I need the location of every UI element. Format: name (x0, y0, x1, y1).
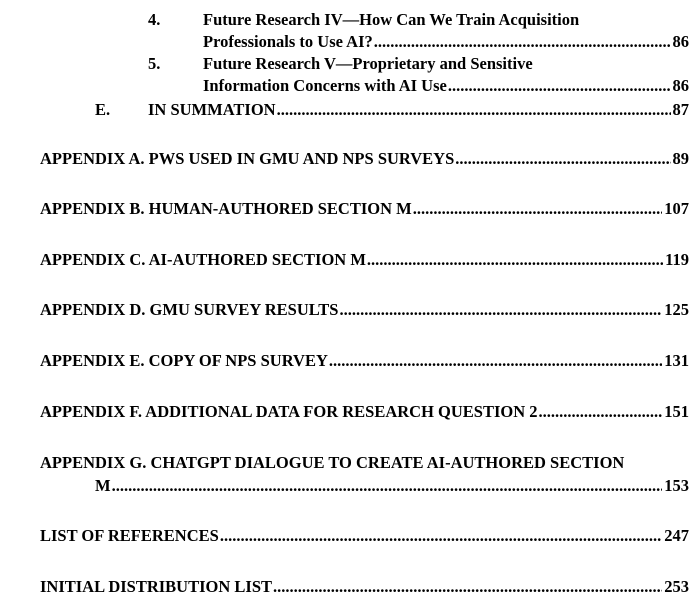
toc-entry-appendix-d[interactable] (40, 300, 689, 320)
toc-page-number: 247 (664, 526, 689, 545)
toc-entry-appendix-a[interactable] (40, 149, 689, 169)
toc-page-number: 131 (664, 351, 689, 370)
toc-entry-in-summation[interactable] (148, 100, 689, 120)
dot-leader (112, 476, 663, 496)
dot-leader (539, 402, 663, 422)
toc-page-number: 89 (672, 149, 689, 168)
toc-page-number: 151 (664, 402, 689, 421)
dot-leader (339, 300, 662, 320)
dot-leader (277, 100, 671, 120)
toc-entry-number: 5. (148, 54, 161, 73)
toc-entry-title-line1: Future Research IV—How Can We Train Acquisition (203, 10, 580, 29)
toc-page-number: 86 (672, 32, 689, 51)
toc-page-number: 253 (664, 577, 689, 596)
toc-entry-number: 4. (148, 10, 161, 29)
toc-entry-title-line1: Future Research V—Proprietary and Sensitive (203, 54, 533, 73)
toc-page-number: 125 (664, 300, 689, 319)
dot-leader (273, 577, 662, 597)
toc-page-number: 107 (664, 199, 689, 218)
toc-page-number: 153 (664, 476, 689, 495)
dot-leader (448, 76, 671, 96)
toc-entry-title-line2: Professionals to Use AI? (203, 32, 373, 51)
dot-leader (220, 526, 662, 546)
toc-entry-title-line2: Information Concerns with AI Use (203, 76, 447, 95)
toc-entry-appendix-g[interactable] (95, 476, 689, 496)
toc-entry-title: APPENDIX C. AI-AUTHORED SECTION M (40, 250, 366, 269)
dot-leader (374, 32, 671, 52)
toc-entry-initial-distribution-list[interactable] (40, 577, 689, 597)
dot-leader (455, 149, 670, 169)
toc-entry-appendix-g-line1: APPENDIX G. CHATGPT DIALOGUE TO CREATE AI-AUTHORED SECTION (40, 453, 625, 472)
toc-entry-appendix-f[interactable] (40, 402, 689, 422)
toc-entry-title: LIST OF REFERENCES (40, 526, 219, 545)
toc-entry-title: IN SUMMATION (148, 100, 276, 119)
toc-page-number: 87 (672, 100, 689, 119)
dot-leader (367, 250, 663, 270)
toc-entry-title: APPENDIX D. GMU SURVEY RESULTS (40, 300, 339, 319)
toc-entry-title-line2: M (95, 476, 111, 495)
toc-entry-appendix-b[interactable] (40, 199, 689, 219)
toc-entry-title: APPENDIX E. COPY OF NPS SURVEY (40, 351, 328, 370)
dot-leader (413, 199, 663, 219)
toc-entry-title: APPENDIX F. ADDITIONAL DATA FOR RESEARCH QUESTION 2 (40, 402, 538, 421)
toc-section-letter: E. (95, 100, 111, 119)
toc-entry-appendix-e[interactable] (40, 351, 689, 371)
toc-page-number: 86 (672, 76, 689, 95)
toc-entry-title: APPENDIX B. HUMAN-AUTHORED SECTION M (40, 199, 412, 218)
toc-entry-future-research-v[interactable] (203, 76, 689, 96)
toc-page-number: 119 (665, 250, 689, 269)
toc-entry-future-research-iv[interactable] (203, 32, 689, 52)
toc-entry-title: APPENDIX A. PWS USED IN GMU AND NPS SURVEYS (40, 149, 455, 168)
toc-entry-title: INITIAL DISTRIBUTION LIST (40, 577, 273, 596)
toc-entry-list-of-references[interactable] (40, 526, 689, 546)
dot-leader (329, 351, 662, 371)
toc-entry-appendix-c[interactable] (40, 250, 689, 270)
